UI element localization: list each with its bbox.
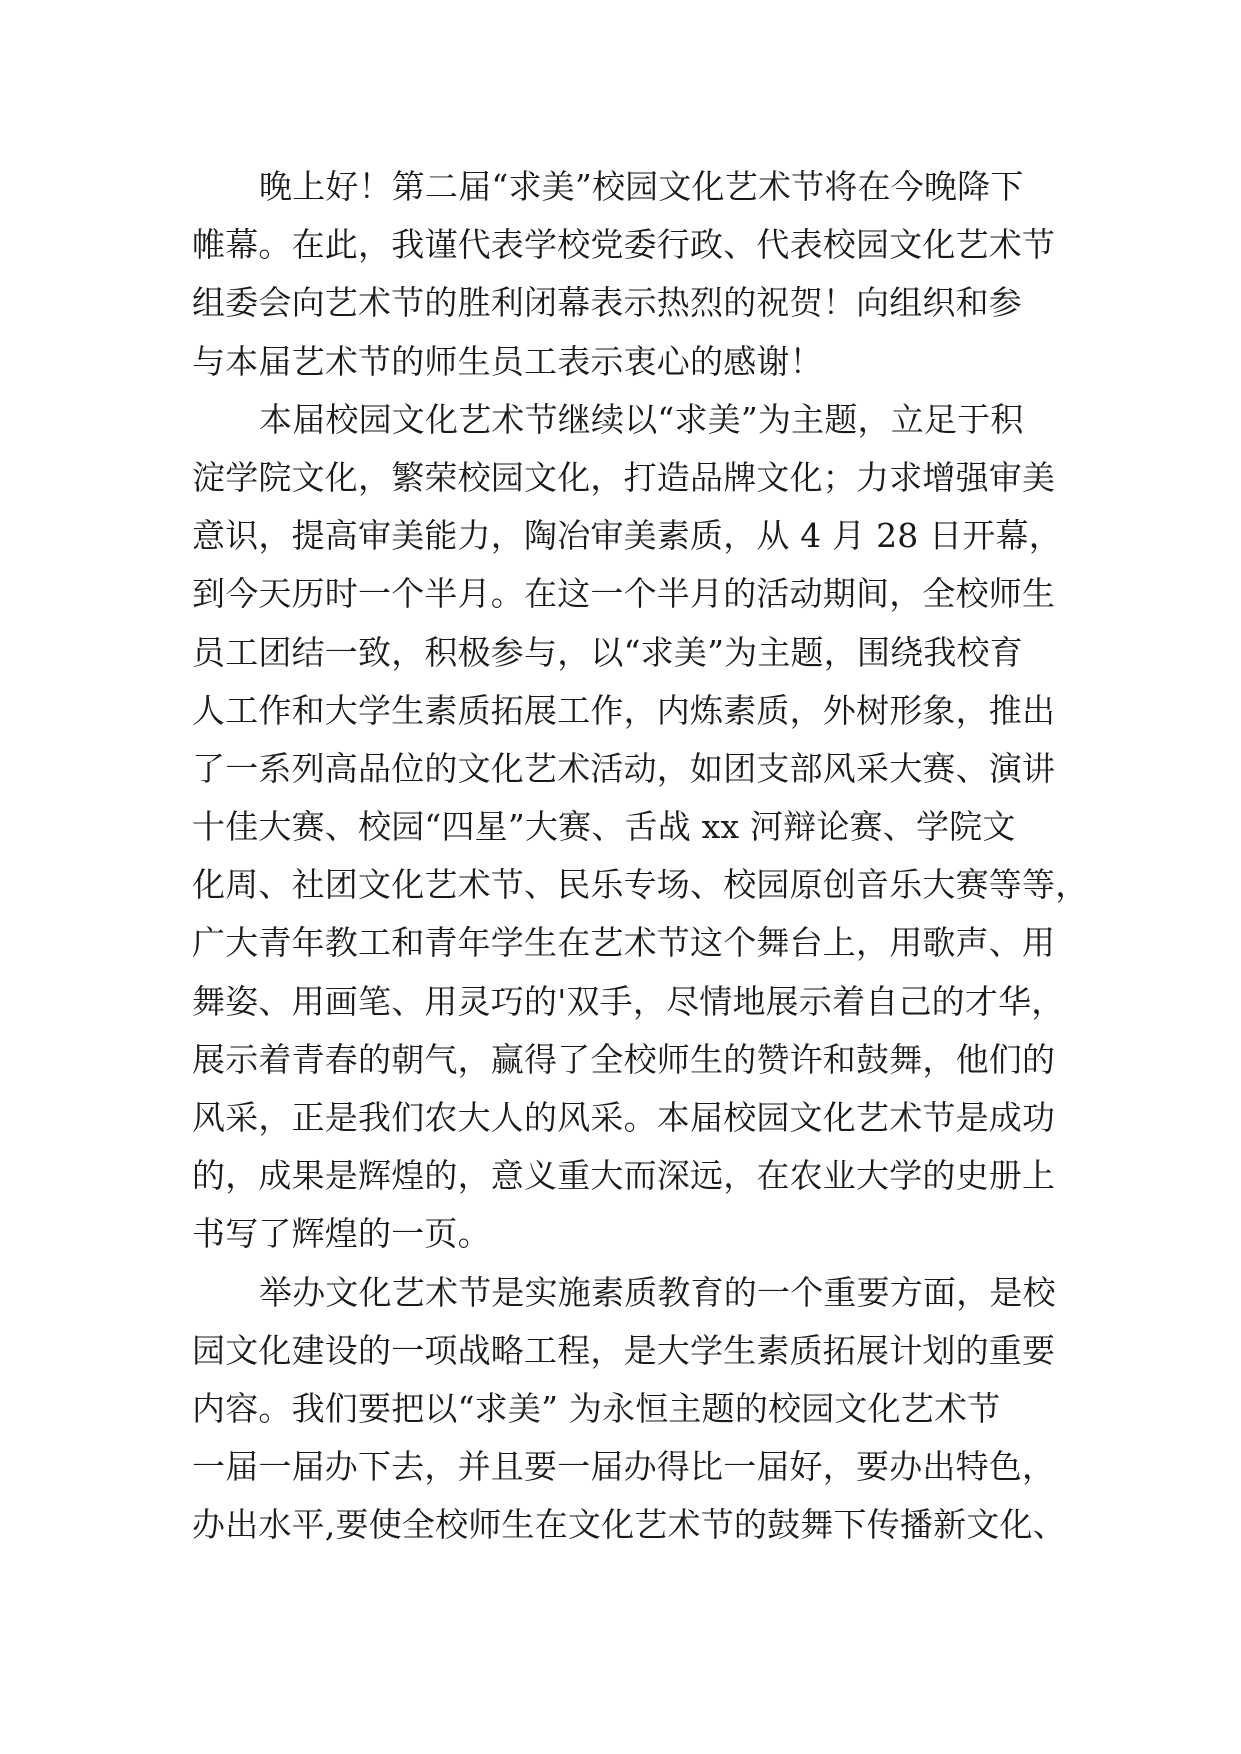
text-line: 到今天历时一个半月。在这一个半月的活动期间，全校师生	[192, 574, 1056, 614]
text-line: 意识，提高审美能力，陶冶审美素质，从 4 月 28 日开幕，	[192, 516, 1062, 556]
text-line: 舞姿、用画笔、用灵巧的'双手，尽情地展示着自己的才华，	[192, 981, 1065, 1021]
text-line: 员工团结一致，积极参与，以“求美”为主题，围绕我校育	[192, 632, 1023, 672]
text-line: 书写了辉煌的一页。	[192, 1214, 491, 1254]
text-line: 组委会向艺术节的胜利闭幕表示热烈的祝贺！向组织和参	[192, 283, 1022, 323]
text-line: 化周、社团文化艺术节、民乐专场、校园原创音乐大赛等等，	[192, 865, 1089, 905]
text-line: 风采，正是我们农大人的风采。本届校园文化艺术节是成功	[192, 1098, 1056, 1137]
text-line: 一届一届办下去，并且要一届办得比一届好，要办出特色，	[192, 1447, 1056, 1487]
document-body	[192, 158, 1089, 1555]
text-line: 人工作和大学生素质拓展工作，内炼素质，外树形象，推出	[192, 690, 1056, 730]
text-line: 举办文化艺术节是实施素质教育的一个重要方面，是校	[259, 1272, 1056, 1312]
text-line: 淀学院文化，繁荣校园文化，打造品牌文化；力求增强审美	[192, 457, 1056, 497]
text-line: 广大青年教工和青年学生在艺术节这个舞台上，用歌声、用	[192, 923, 1056, 963]
text-line: 与本届艺术节的师生员工表示衷心的感谢！	[192, 341, 823, 381]
text-line: 办出水平,要使全校师生在文化艺术节的鼓舞下传播新文化、	[192, 1505, 1066, 1545]
text-line: 展示着青春的朝气，赢得了全校师生的赞许和鼓舞，他们的	[192, 1039, 1056, 1079]
text-line: 十佳大赛、校园“四星”大赛、舌战 xx 河辩论赛、学院文	[192, 807, 1016, 847]
text-line: 本届校园文化艺术节继续以“求美”为主题，立足于积	[259, 399, 1024, 439]
text-line: 园文化建设的一项战略工程，是大学生素质拓展计划的重要	[192, 1330, 1056, 1370]
text-line: 内容。我们要把以“求美” 为永恒主题的校园文化艺术节	[192, 1388, 1001, 1428]
text-line: 帷幕。在此，我谨代表学校党委行政、代表校园文化艺术节	[192, 225, 1056, 265]
text-line: 了一系列高品位的文化艺术活动，如团支部风采大赛、演讲	[192, 748, 1056, 788]
text-line: 的，成果是辉煌的，意义重大而深远，在农业大学的史册上	[192, 1156, 1056, 1196]
text-line: 晚上好！第二届“求美”校园文化艺术节将在今晚降下	[259, 167, 1024, 206]
